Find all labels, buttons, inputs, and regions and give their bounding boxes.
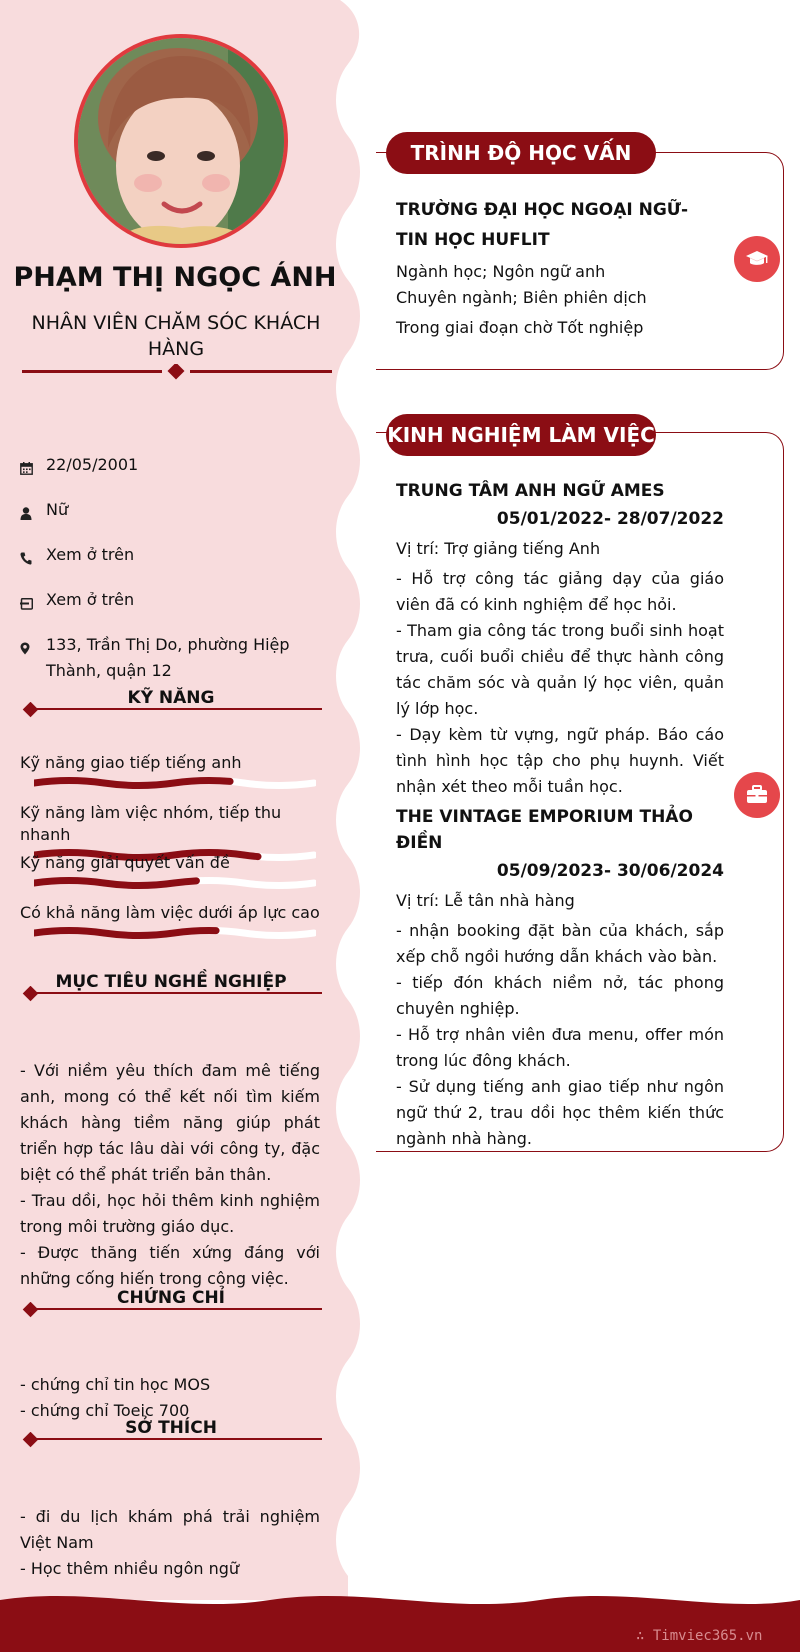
experience-title: KINH NGHIỆM LÀM VIỆC: [386, 414, 656, 456]
candidate-position: NHÂN VIÊN CHĂM SÓC KHÁCH HÀNG: [31, 312, 321, 360]
birthday-value: 22/05/2001: [46, 455, 139, 474]
education-body: [396, 195, 724, 341]
employment-dates: 05/09/2023- 30/06/2024: [496, 861, 724, 881]
graduation-cap-icon: [745, 247, 769, 271]
skills-title: KỸ NĂNG: [127, 688, 215, 708]
certificates-title: CHỨNG CHỈ: [116, 1288, 226, 1308]
contact-email: [20, 587, 330, 618]
job-description: - tiếp đón khách niềm nở, tác phong chuyên nghiệp.: [396, 973, 724, 1018]
skill-level-bar: [34, 876, 316, 890]
skill-item: [20, 902, 325, 952]
goal-paragraph: - Được thăng tiến xứng đáng với những cống hiến trong công việc.: [20, 1243, 320, 1288]
hobbies-list: [20, 1504, 320, 1582]
job-description: - Sử dụng tiếng anh giao tiếp như ngôn ngữ thứ 2, trau dồi học thêm kiến thức ngành nhà hàng.: [396, 1077, 724, 1148]
job-description: - nhận booking đặt bàn của khách, sắp xếp chỗ ngồi hướng dẫn khách vào bàn.: [396, 921, 724, 966]
skill-label: Kỹ năng giải quyết vấn đề: [20, 853, 230, 872]
experience-item: [396, 804, 724, 1152]
avatar: [74, 34, 288, 248]
job-role: Vị trí: Trợ giảng tiếng Anh: [396, 539, 601, 558]
phone-icon: [20, 542, 46, 573]
address-value: 133, Trần Thị Do, phường Hiệp Thành, quận 12: [46, 635, 290, 680]
briefcase-icon: [745, 783, 769, 807]
hobbies-title: SỞ THÍCH: [125, 1418, 217, 1438]
email-value: Xem ở trên: [46, 590, 135, 609]
job-description: - Hỗ trợ nhân viên đưa menu, offer món trong lúc đông khách.: [396, 1025, 724, 1070]
watermark: ∴ Timviec365.vn: [636, 1628, 763, 1644]
education-specialty: Chuyên ngành; Biên phiên dịch: [396, 288, 647, 307]
certificate-item: - chứng chỉ Toeic 700: [20, 1401, 190, 1420]
company-name: TRUNG TÂM ANH NGỮ AMES: [396, 481, 665, 501]
job-description: - Hỗ trợ công tác giảng dạy của giáo viên đã có kinh nghiệm để học hỏi.: [396, 569, 724, 614]
goal-paragraph: - Với niềm yêu thích đam mê tiếng anh, mong có thể kết nối tìm kiếm khách hàng tiềm năng giúp phát triển hợp tác lâu dài với công ty, đặc biệt có thể phát triển bản thân.: [20, 1061, 320, 1184]
certificate-item: - chứng chỉ tin học MOS: [20, 1375, 211, 1394]
goal-paragraph: - Trau dồi, học hỏi thêm kinh nghiệm trong môi trường giáo dục.: [20, 1191, 320, 1236]
skills-heading: [20, 688, 322, 718]
education-title: TRÌNH ĐỘ HỌC VẤN: [386, 132, 656, 174]
goal-title: MỤC TIÊU NGHỀ NGHIỆP: [55, 972, 287, 992]
skill-item: [20, 802, 325, 852]
candidate-name: PHẠM THỊ NGỌC ÁNH: [13, 262, 337, 293]
certificates-heading: [20, 1288, 322, 1318]
goal-heading: [20, 972, 322, 1002]
contact-phone: [20, 542, 330, 573]
calendar-icon: [20, 452, 46, 483]
skills-list: [20, 752, 325, 952]
skill-level-bar: [34, 776, 316, 790]
location-icon: [20, 632, 46, 663]
skill-level-bar: [34, 926, 316, 940]
skill-label: Kỹ năng giao tiếp tiếng anh: [20, 753, 242, 772]
job-description: - Dạy kèm từ vựng, ngữ pháp. Báo cáo tình hình học tập cho phụ huynh. Viết nhận xét theo mỗi tuần học.: [396, 725, 724, 796]
phone-value: Xem ở trên: [46, 545, 135, 564]
job-description: - Tham gia công tác trong buổi sinh hoạt trưa, cuối buổi chiều để thực hành công tác chăm sóc và quản lý học viên, quản lý lớp học.: [396, 621, 724, 718]
certificates-list: [20, 1372, 320, 1424]
school-name: TRƯỜNG ĐẠI HỌC NGOẠI NGỮ- TIN HỌC HUFLIT: [396, 200, 689, 250]
contact-birthday: [20, 452, 330, 483]
skill-label: Có khả năng làm việc dưới áp lực cao: [20, 903, 320, 922]
contact-gender: [20, 497, 330, 528]
experience-item: [396, 478, 724, 800]
contact-address: [20, 632, 330, 684]
career-goal: [20, 1058, 320, 1292]
education-badge: [734, 236, 780, 282]
contact-list: [20, 452, 330, 698]
experience-badge: [734, 772, 780, 818]
skill-label: Kỹ năng làm việc nhóm, tiếp thu nhanh: [20, 803, 282, 844]
employment-dates: 05/01/2022- 28/07/2022: [496, 509, 724, 529]
name-divider: [22, 364, 332, 380]
skill-item: [20, 752, 325, 802]
education-major: Ngành học; Ngôn ngữ anh: [396, 262, 606, 281]
user-icon: [20, 497, 46, 528]
hobby-item: - Học thêm nhiều ngôn ngữ: [20, 1559, 240, 1578]
company-name: THE VINTAGE EMPORIUM THẢO ĐIỀN: [396, 807, 693, 853]
education-status: Trong giai đoạn chờ Tốt nghiệp: [396, 318, 644, 337]
job-role: Vị trí: Lễ tân nhà hàng: [396, 891, 575, 910]
hobby-item: - đi du lịch khám phá trải nghiệm Việt Nam: [20, 1507, 320, 1552]
email-icon: [20, 587, 46, 618]
hobbies-heading: [20, 1418, 322, 1448]
gender-value: Nữ: [46, 500, 69, 519]
avatar-photo: [78, 38, 288, 248]
